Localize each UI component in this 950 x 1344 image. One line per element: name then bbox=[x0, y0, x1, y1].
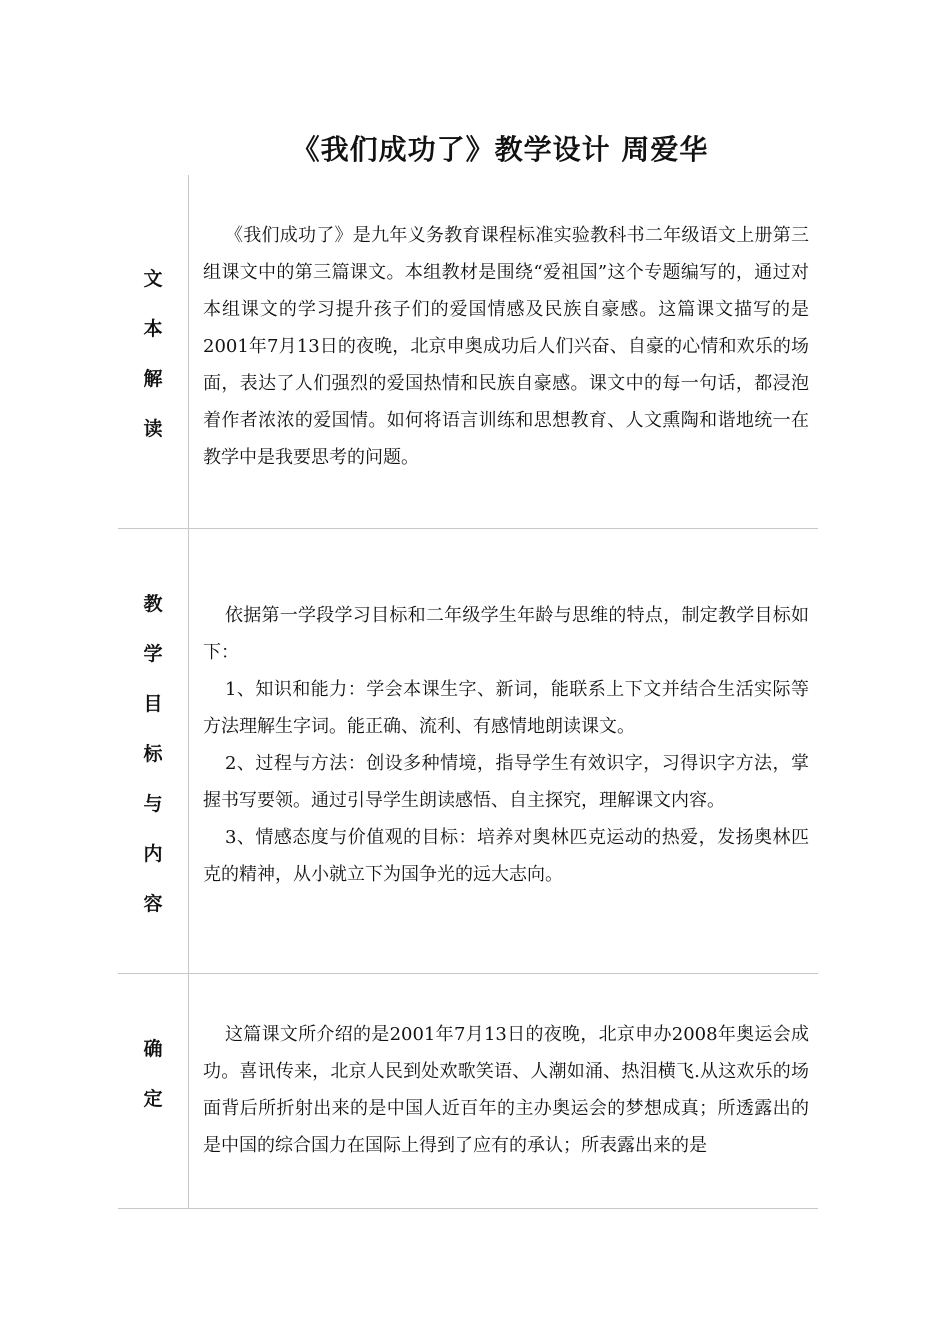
section-body-text-interpretation bbox=[203, 217, 809, 476]
paragraph: 《我们成功了》是九年义务教育课程标准实验教科书二年级语文上册第三组课文中的第三篇课文。本组教材是围绕“爱祖国”这个专题编写的，通过对本组课文的学习提升孩子们的爱国情感及民族自豪感。这篇课文描写的是2001年7月13日的夜晚，北京申奥成功后人们兴奋、自豪的心情和欢乐的场面，表达了人们强烈的爱国热情和民族自豪感。课文中的每一句话，都浸泡着作者浓浓的爱国情。如何将语言训练和思想教育、人文熏陶和谐地统一在教学中是我要思考的问题。 bbox=[203, 225, 809, 468]
paragraph: 1、知识和能力：学会本课生字、新词，能联系上下文并结合生活实际等方法理解生字词。能正确、流利、有感情地朗读课文。 bbox=[203, 679, 809, 737]
label-char: 解 bbox=[143, 368, 163, 390]
label-char: 文 bbox=[143, 268, 163, 290]
paragraph: 这篇课文所介绍的是2001年7月13日的夜晚，北京申办2008年奥运会成功。喜讯传来，北京人民到处欢歌笑语、人潮如涌、热泪横飞.从这欢乐的场面背后所折射出来的是中国人近百年的主办奥运会的梦想成真；所透露出的是中国的综合国力在国际上得到了应有的承认；所表露出来的是 bbox=[203, 1024, 809, 1156]
label-char: 容 bbox=[143, 893, 163, 915]
section-label-text-interpretation bbox=[138, 254, 168, 454]
label-char: 学 bbox=[143, 643, 163, 665]
section-label-teaching-goals bbox=[138, 579, 168, 929]
paragraph: 3、情感态度与价值观的目标：培养对奥林匹克运动的热爱，发扬奥林匹克的精神，从小就立下为国争光的远大志向。 bbox=[203, 827, 809, 885]
row-divider bbox=[118, 1208, 818, 1209]
label-char: 内 bbox=[143, 843, 163, 865]
row-divider bbox=[118, 528, 818, 529]
section-body-determine bbox=[203, 1016, 809, 1164]
label-char: 确 bbox=[143, 1038, 163, 1060]
label-char: 读 bbox=[143, 418, 163, 440]
label-char: 本 bbox=[143, 318, 163, 340]
label-char: 标 bbox=[143, 743, 163, 765]
document-title: 《我们成功了》教学设计 周爱华 bbox=[291, 133, 709, 166]
label-char: 定 bbox=[143, 1088, 163, 1110]
label-char: 与 bbox=[143, 793, 163, 815]
column-divider bbox=[188, 175, 189, 1209]
label-char: 教 bbox=[143, 593, 163, 615]
section-label-determine bbox=[138, 1024, 168, 1124]
label-char: 目 bbox=[143, 693, 163, 715]
paragraph: 依据第一学段学习目标和二年级学生年龄与思维的特点，制定教学目标如下： bbox=[203, 605, 809, 663]
section-body-teaching-goals bbox=[203, 597, 809, 893]
row-divider bbox=[118, 973, 818, 974]
paragraph: 2、过程与方法：创设多种情境，指导学生有效识字，习得识字方法，掌握书写要领。通过引导学生朗读感悟、自主探究，理解课文内容。 bbox=[203, 753, 809, 811]
